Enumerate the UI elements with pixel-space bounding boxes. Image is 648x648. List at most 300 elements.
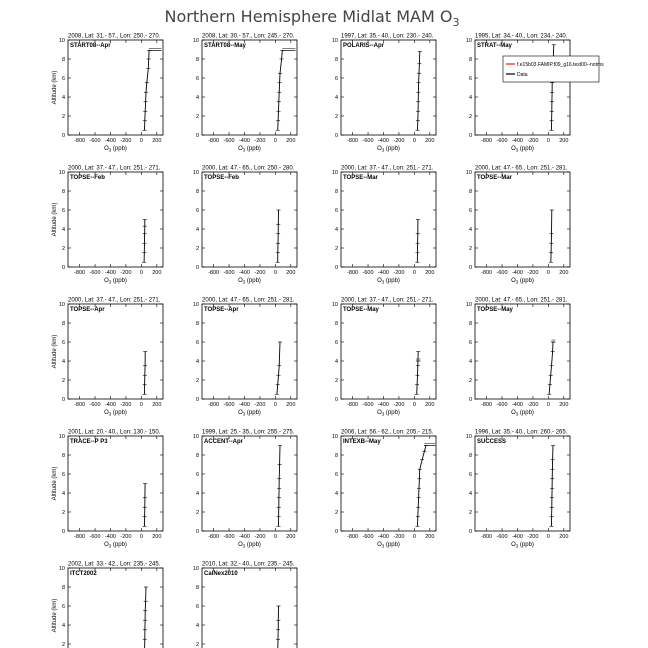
x-tick-label: -400 bbox=[238, 138, 250, 144]
y-tick-label: 2 bbox=[61, 642, 65, 648]
y-tick-label: 10 bbox=[331, 302, 338, 308]
legend-box bbox=[503, 56, 599, 82]
y-tick-label: 10 bbox=[192, 434, 199, 440]
panel-8 bbox=[466, 166, 570, 285]
series-line-data bbox=[552, 446, 554, 527]
panel-grid bbox=[52, 34, 604, 648]
x-tick-label: 200 bbox=[286, 534, 296, 540]
y-tick-label: 2 bbox=[334, 246, 338, 252]
y-tick-label: 8 bbox=[61, 189, 65, 195]
y-tick-label: 10 bbox=[58, 566, 65, 572]
panel-18 bbox=[193, 562, 297, 648]
x-tick-label: 0 bbox=[139, 402, 143, 408]
y-axis-label: Altitude (km) bbox=[52, 334, 58, 369]
panel-frame bbox=[341, 304, 436, 399]
y-tick-label: 8 bbox=[61, 585, 65, 591]
y-tick-label: 10 bbox=[465, 302, 472, 308]
y-tick-label: 4 bbox=[468, 491, 472, 497]
y-tick-label: 8 bbox=[468, 453, 472, 459]
series-line-data bbox=[549, 342, 553, 394]
y-tick-label: 4 bbox=[468, 95, 472, 101]
panel-header: 2000, Lat: 47.- 65., Lon: 251.- 281. bbox=[475, 297, 568, 304]
x-tick-label: -600 bbox=[362, 534, 374, 540]
x-tick-label: -800 bbox=[347, 138, 359, 144]
panel-header: 2000, Lat: 47.- 65., Lon: 251.- 281. bbox=[202, 297, 295, 304]
y-tick-label: 10 bbox=[331, 434, 338, 440]
x-axis-label: $O_3$ (ppb) bbox=[238, 410, 261, 417]
series-line-data bbox=[145, 51, 150, 131]
x-tick-label: 0 bbox=[412, 534, 416, 540]
panel-header: 2010, Lat: 32.- 40., Lon: 235.- 245. bbox=[202, 561, 295, 568]
y-tick-label: 2 bbox=[468, 378, 472, 384]
x-tick-label: -400 bbox=[377, 534, 389, 540]
x-tick-label: 200 bbox=[152, 534, 162, 540]
y-tick-label: 2 bbox=[195, 114, 199, 120]
y-tick-label: 8 bbox=[334, 321, 338, 327]
x-tick-label: 200 bbox=[286, 270, 296, 276]
x-tick-label: -200 bbox=[527, 534, 539, 540]
x-axis-label: $O_3$ (ppb) bbox=[238, 542, 261, 549]
y-tick-label: 4 bbox=[61, 227, 65, 233]
x-tick-label: -200 bbox=[120, 402, 132, 408]
y-tick-label: 10 bbox=[58, 434, 65, 440]
y-tick-label: 6 bbox=[334, 76, 338, 82]
x-axis-label: $O_3$ (ppb) bbox=[511, 278, 534, 285]
x-tick-label: -800 bbox=[347, 270, 359, 276]
panel-frame bbox=[202, 304, 297, 399]
y-tick-label: 10 bbox=[192, 566, 199, 572]
y-tick-label: 0 bbox=[468, 397, 472, 403]
x-tick-label: -800 bbox=[74, 402, 86, 408]
y-tick-label: 8 bbox=[334, 189, 338, 195]
figure-title: Northern Hemisphere Midlat MAM $O_3$ bbox=[164, 7, 460, 29]
panel-campaign-label: TOPSE--Feb bbox=[204, 175, 239, 181]
y-tick-label: 10 bbox=[465, 434, 472, 440]
y-tick-label: 10 bbox=[192, 302, 199, 308]
x-tick-label: -800 bbox=[208, 270, 220, 276]
panel-12 bbox=[466, 298, 570, 417]
y-axis-label: Altitude (km) bbox=[52, 202, 58, 237]
y-tick-label: 6 bbox=[334, 472, 338, 478]
panel-header: 2000, Lat: 47.- 65., Lon: 250.- 280. bbox=[202, 165, 295, 172]
x-tick-label: -200 bbox=[527, 402, 539, 408]
x-tick-label: -800 bbox=[74, 138, 86, 144]
x-tick-label: -800 bbox=[208, 402, 220, 408]
x-axis-label: $O_3$ (ppb) bbox=[377, 542, 400, 549]
panel-15 bbox=[332, 430, 436, 549]
x-tick-label: -400 bbox=[104, 402, 116, 408]
panel-3 bbox=[332, 34, 436, 153]
x-axis-label: $O_3$ (ppb) bbox=[104, 278, 127, 285]
legend-data-label: Data bbox=[517, 72, 528, 78]
panel-frame bbox=[341, 172, 436, 267]
y-tick-label: 8 bbox=[468, 321, 472, 327]
x-tick-label: -400 bbox=[511, 270, 523, 276]
x-tick-label: 200 bbox=[425, 534, 435, 540]
panel-frame bbox=[341, 40, 436, 135]
panel-campaign-label: ITCT2002 bbox=[70, 571, 97, 577]
y-tick-label: 0 bbox=[334, 265, 338, 271]
x-tick-label: -200 bbox=[527, 270, 539, 276]
y-tick-label: 4 bbox=[334, 95, 338, 101]
y-tick-label: 2 bbox=[61, 378, 65, 384]
y-tick-label: 0 bbox=[334, 397, 338, 403]
series-line-data bbox=[278, 51, 283, 131]
y-tick-label: 6 bbox=[195, 604, 199, 610]
y-tick-label: 2 bbox=[468, 246, 472, 252]
panel-7 bbox=[332, 166, 436, 285]
panel-frame bbox=[202, 40, 297, 135]
x-axis-label: $O_3$ (ppb) bbox=[238, 146, 261, 153]
panel-16 bbox=[466, 430, 570, 549]
y-tick-label: 0 bbox=[334, 133, 338, 139]
y-tick-label: 0 bbox=[468, 529, 472, 535]
x-tick-label: -600 bbox=[89, 270, 101, 276]
x-tick-label: 0 bbox=[546, 138, 550, 144]
y-tick-label: 6 bbox=[61, 604, 65, 610]
x-tick-label: 0 bbox=[412, 402, 416, 408]
panel-6 bbox=[193, 166, 297, 285]
y-tick-label: 6 bbox=[61, 472, 65, 478]
x-tick-label: 0 bbox=[273, 270, 277, 276]
y-tick-label: 4 bbox=[334, 491, 338, 497]
y-tick-label: 4 bbox=[61, 623, 65, 629]
panel-campaign-label: POLARIS--Apr bbox=[343, 43, 384, 49]
y-tick-label: 4 bbox=[61, 95, 65, 101]
x-tick-label: 200 bbox=[152, 402, 162, 408]
x-tick-label: -600 bbox=[362, 270, 374, 276]
series-line-data bbox=[277, 342, 280, 394]
x-tick-label: 200 bbox=[559, 534, 569, 540]
x-tick-label: 0 bbox=[546, 534, 550, 540]
y-tick-label: 0 bbox=[195, 397, 199, 403]
x-tick-label: -200 bbox=[393, 402, 405, 408]
x-tick-label: 0 bbox=[273, 138, 277, 144]
y-tick-label: 10 bbox=[331, 38, 338, 44]
panel-header: 2000, Lat: 37.- 47., Lon: 251.- 271. bbox=[341, 297, 434, 304]
x-tick-label: -200 bbox=[254, 534, 266, 540]
panel-frame bbox=[202, 568, 297, 648]
y-tick-label: 2 bbox=[61, 510, 65, 516]
y-tick-label: 4 bbox=[195, 623, 199, 629]
x-tick-label: -600 bbox=[362, 138, 374, 144]
x-tick-label: -200 bbox=[120, 270, 132, 276]
panel-campaign-label: TOPSE--May bbox=[343, 307, 379, 313]
y-tick-label: 6 bbox=[334, 340, 338, 346]
y-tick-label: 6 bbox=[61, 340, 65, 346]
y-tick-label: 4 bbox=[334, 359, 338, 365]
y-tick-label: 8 bbox=[195, 189, 199, 195]
y-tick-label: 8 bbox=[195, 585, 199, 591]
y-tick-label: 4 bbox=[195, 227, 199, 233]
y-tick-label: 10 bbox=[58, 170, 65, 176]
x-tick-label: -600 bbox=[362, 402, 374, 408]
panel-campaign-label: TOPSE--Apr bbox=[204, 307, 239, 313]
panel-13 bbox=[52, 430, 163, 549]
y-tick-label: 8 bbox=[468, 189, 472, 195]
x-tick-label: -600 bbox=[496, 138, 508, 144]
panel-5 bbox=[52, 166, 163, 285]
panel-campaign-label: START08--Apr bbox=[70, 43, 111, 49]
y-tick-label: 2 bbox=[195, 378, 199, 384]
y-tick-label: 10 bbox=[58, 38, 65, 44]
panel-4 bbox=[466, 34, 604, 153]
panel-campaign-label: TOPSE--Mar bbox=[343, 175, 378, 181]
y-tick-label: 8 bbox=[468, 57, 472, 63]
x-tick-label: -600 bbox=[89, 534, 101, 540]
x-tick-label: -600 bbox=[89, 402, 101, 408]
panel-frame bbox=[475, 436, 570, 531]
x-tick-label: -200 bbox=[254, 138, 266, 144]
y-tick-label: 0 bbox=[61, 265, 65, 271]
y-tick-label: 6 bbox=[468, 340, 472, 346]
panel-17 bbox=[52, 562, 163, 648]
y-tick-label: 6 bbox=[61, 76, 65, 82]
series-line-data bbox=[418, 51, 420, 130]
x-tick-label: -200 bbox=[393, 534, 405, 540]
series-line-data bbox=[145, 587, 147, 648]
panel-2 bbox=[193, 34, 297, 153]
x-tick-label: -800 bbox=[208, 138, 220, 144]
y-tick-label: 0 bbox=[195, 265, 199, 271]
y-axis-label: Altitude (km) bbox=[52, 70, 58, 105]
panel-header: 2000, Lat: 37.- 47., Lon: 251.- 271. bbox=[68, 165, 161, 172]
panel-header: 1995, Lat: 34.- 40., Lon: 234.- 240. bbox=[475, 33, 568, 40]
x-tick-label: -200 bbox=[254, 270, 266, 276]
x-tick-label: 200 bbox=[425, 402, 435, 408]
panel-campaign-label: TOPSE--Mar bbox=[477, 175, 512, 181]
panel-header: 2006, Lat: 56.- 62., Lon: 205.- 215. bbox=[341, 429, 434, 436]
panel-frame bbox=[475, 40, 570, 135]
x-tick-label: -800 bbox=[208, 534, 220, 540]
x-tick-label: -600 bbox=[89, 138, 101, 144]
y-tick-label: 4 bbox=[468, 359, 472, 365]
y-tick-label: 6 bbox=[468, 472, 472, 478]
x-tick-label: 0 bbox=[273, 402, 277, 408]
x-axis-label: $O_3$ (ppb) bbox=[377, 278, 400, 285]
x-axis-label: $O_3$ (ppb) bbox=[377, 410, 400, 417]
y-tick-label: 4 bbox=[61, 491, 65, 497]
x-tick-label: 200 bbox=[559, 270, 569, 276]
panel-campaign-label: ACCENT--Apr bbox=[204, 439, 243, 445]
panel-frame bbox=[341, 436, 436, 531]
panel-header: 2000, Lat: 47.- 65., Lon: 251.- 281. bbox=[475, 165, 568, 172]
panel-frame bbox=[202, 172, 297, 267]
x-axis-label: $O_3$ (ppb) bbox=[511, 542, 534, 549]
x-tick-label: -400 bbox=[238, 534, 250, 540]
panel-11 bbox=[332, 298, 436, 417]
x-tick-label: 0 bbox=[139, 534, 143, 540]
y-tick-label: 2 bbox=[334, 114, 338, 120]
panel-14 bbox=[193, 430, 297, 549]
x-tick-label: -200 bbox=[393, 270, 405, 276]
x-axis-label: $O_3$ (ppb) bbox=[104, 410, 127, 417]
panel-frame bbox=[68, 568, 163, 648]
y-tick-label: 4 bbox=[334, 227, 338, 233]
y-tick-label: 2 bbox=[195, 510, 199, 516]
panel-header: 2008, Lat: 31.- 57., Lon: 250.- 270. bbox=[68, 33, 161, 40]
y-tick-label: 8 bbox=[61, 453, 65, 459]
x-tick-label: -600 bbox=[496, 534, 508, 540]
panel-campaign-label: START08--May bbox=[204, 43, 246, 49]
y-tick-label: 2 bbox=[334, 510, 338, 516]
y-tick-label: 4 bbox=[195, 491, 199, 497]
y-tick-label: 2 bbox=[195, 246, 199, 252]
series-line-data bbox=[278, 606, 279, 648]
x-tick-label: -400 bbox=[511, 138, 523, 144]
x-tick-label: 200 bbox=[152, 138, 162, 144]
y-axis-label: Altitude (km) bbox=[52, 466, 58, 501]
panel-9 bbox=[52, 298, 163, 417]
x-tick-label: -800 bbox=[347, 534, 359, 540]
panel-header: 2001, Lat: 20.- 40., Lon: 130.- 150. bbox=[68, 429, 161, 436]
x-axis-label: $O_3$ (ppb) bbox=[377, 146, 400, 153]
y-tick-label: 6 bbox=[61, 208, 65, 214]
series-line-data bbox=[145, 484, 146, 527]
x-tick-label: -800 bbox=[481, 138, 493, 144]
y-tick-label: 10 bbox=[192, 170, 199, 176]
panel-campaign-label: TOPSE--Apr bbox=[70, 307, 105, 313]
x-tick-label: -200 bbox=[393, 138, 405, 144]
x-tick-label: -800 bbox=[347, 402, 359, 408]
y-tick-label: 8 bbox=[195, 321, 199, 327]
x-axis-label: $O_3$ (ppb) bbox=[104, 542, 127, 549]
y-tick-label: 6 bbox=[195, 208, 199, 214]
x-tick-label: -200 bbox=[120, 534, 132, 540]
y-tick-label: 8 bbox=[195, 57, 199, 63]
x-tick-label: -800 bbox=[481, 402, 493, 408]
panel-1 bbox=[52, 34, 163, 153]
x-tick-label: -400 bbox=[511, 402, 523, 408]
x-tick-label: -200 bbox=[254, 402, 266, 408]
y-tick-label: 8 bbox=[61, 321, 65, 327]
x-tick-label: 200 bbox=[286, 402, 296, 408]
panel-campaign-label: INTEXB--May bbox=[343, 439, 381, 445]
legend-model-label: f.e15b03.FAMIP.f09_g16.test00--notms bbox=[517, 62, 604, 68]
panel-campaign-label: CalNex2010 bbox=[204, 571, 238, 577]
x-tick-label: -600 bbox=[496, 270, 508, 276]
x-tick-label: 0 bbox=[546, 402, 550, 408]
panel-frame bbox=[68, 172, 163, 267]
panel-header: 1999, Lat: 25.- 35., Lon: 255.- 275. bbox=[202, 429, 295, 436]
panel-campaign-label: SUCCESS bbox=[477, 439, 507, 445]
y-tick-label: 0 bbox=[195, 133, 199, 139]
x-tick-label: -800 bbox=[481, 534, 493, 540]
x-tick-label: 200 bbox=[425, 270, 435, 276]
x-tick-label: -400 bbox=[104, 534, 116, 540]
y-tick-label: 4 bbox=[61, 359, 65, 365]
x-axis-label: $O_3$ (ppb) bbox=[511, 146, 534, 153]
series-line-data bbox=[417, 220, 418, 263]
x-tick-label: -400 bbox=[104, 270, 116, 276]
panel-header: 2002, Lat: 33.- 42., Lon: 235.- 245. bbox=[68, 561, 161, 568]
x-tick-label: -600 bbox=[223, 402, 235, 408]
series-line-data bbox=[145, 352, 146, 395]
y-tick-label: 6 bbox=[468, 208, 472, 214]
x-tick-label: -800 bbox=[74, 270, 86, 276]
x-tick-label: 0 bbox=[139, 270, 143, 276]
y-tick-label: 10 bbox=[465, 38, 472, 44]
y-tick-label: 6 bbox=[334, 208, 338, 214]
x-tick-label: -400 bbox=[377, 138, 389, 144]
x-tick-label: -400 bbox=[238, 402, 250, 408]
x-tick-label: 200 bbox=[286, 138, 296, 144]
y-tick-label: 0 bbox=[334, 529, 338, 535]
y-tick-label: 2 bbox=[334, 378, 338, 384]
x-tick-label: -400 bbox=[104, 138, 116, 144]
panel-campaign-label: STRAT--May bbox=[477, 43, 512, 49]
y-tick-label: 0 bbox=[61, 133, 65, 139]
x-axis-label: $O_3$ (ppb) bbox=[511, 410, 534, 417]
y-tick-label: 10 bbox=[58, 302, 65, 308]
series-line-data bbox=[279, 446, 281, 527]
x-tick-label: -800 bbox=[74, 534, 86, 540]
y-tick-label: 8 bbox=[61, 57, 65, 63]
y-tick-label: 4 bbox=[468, 227, 472, 233]
panel-frame bbox=[68, 436, 163, 531]
x-tick-label: -400 bbox=[238, 270, 250, 276]
x-tick-label: 0 bbox=[546, 270, 550, 276]
x-tick-label: 0 bbox=[412, 138, 416, 144]
x-tick-label: -200 bbox=[527, 138, 539, 144]
panel-campaign-label: TOPSE--Feb bbox=[70, 175, 105, 181]
y-tick-label: 2 bbox=[61, 114, 65, 120]
y-tick-label: 0 bbox=[195, 529, 199, 535]
x-tick-label: -600 bbox=[223, 534, 235, 540]
panel-header: 1996, Lat: 35.- 40., Lon: 260.- 265. bbox=[475, 429, 568, 436]
y-tick-label: 4 bbox=[195, 95, 199, 101]
x-tick-label: 0 bbox=[139, 138, 143, 144]
x-tick-label: -400 bbox=[377, 402, 389, 408]
panel-frame bbox=[475, 172, 570, 267]
x-tick-label: -400 bbox=[511, 534, 523, 540]
series-line-data bbox=[418, 446, 427, 527]
y-tick-label: 10 bbox=[192, 38, 199, 44]
y-tick-label: 6 bbox=[195, 76, 199, 82]
y-tick-label: 2 bbox=[468, 114, 472, 120]
y-tick-label: 2 bbox=[195, 642, 199, 648]
y-tick-label: 6 bbox=[195, 472, 199, 478]
y-axis-label: Altitude (km) bbox=[52, 598, 58, 633]
panel-header: 2000, Lat: 37.- 47., Lon: 251.- 271. bbox=[341, 165, 434, 172]
y-tick-label: 10 bbox=[331, 170, 338, 176]
x-tick-label: 200 bbox=[559, 402, 569, 408]
y-tick-label: 10 bbox=[465, 170, 472, 176]
y-tick-label: 8 bbox=[334, 57, 338, 63]
y-tick-label: 0 bbox=[61, 397, 65, 403]
panel-campaign-label: TRACE--P P3 bbox=[70, 439, 108, 445]
y-tick-label: 8 bbox=[195, 453, 199, 459]
x-tick-label: -600 bbox=[223, 138, 235, 144]
y-tick-label: 0 bbox=[61, 529, 65, 535]
x-tick-label: -600 bbox=[496, 402, 508, 408]
panel-header: 2008, Lat: 30.- 57., Lon: 245.- 270. bbox=[202, 33, 295, 40]
y-tick-label: 8 bbox=[334, 453, 338, 459]
x-tick-label: 200 bbox=[152, 270, 162, 276]
x-tick-label: 200 bbox=[425, 138, 435, 144]
x-tick-label: 0 bbox=[412, 270, 416, 276]
panel-header: 2000, Lat: 37.- 47., Lon: 251.- 271. bbox=[68, 297, 161, 304]
panel-header: 1997, Lat: 35.- 40., Lon: 230.- 240. bbox=[341, 33, 434, 40]
x-tick-label: -800 bbox=[481, 270, 493, 276]
x-tick-label: -200 bbox=[120, 138, 132, 144]
series-line-data bbox=[278, 210, 279, 262]
x-axis-label: $O_3$ (ppb) bbox=[104, 146, 127, 153]
x-tick-label: 200 bbox=[559, 138, 569, 144]
y-tick-label: 0 bbox=[468, 133, 472, 139]
y-tick-label: 6 bbox=[468, 76, 472, 82]
panel-frame bbox=[202, 436, 297, 531]
